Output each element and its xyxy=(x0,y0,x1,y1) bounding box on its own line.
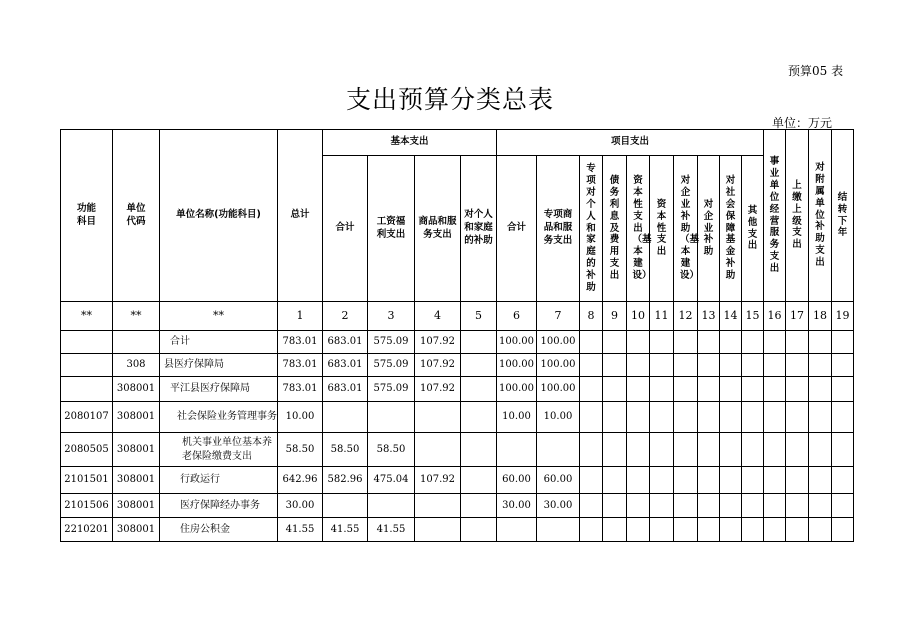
cell-empty xyxy=(832,467,854,494)
cell-empty xyxy=(674,433,698,467)
header-unit-code: 单位代码 xyxy=(113,130,160,302)
cell-empty xyxy=(698,402,720,433)
index-cell: 8 xyxy=(580,302,603,331)
index-cell: 15 xyxy=(742,302,764,331)
cell-empty xyxy=(698,467,720,494)
header-total: 总计 xyxy=(278,130,323,302)
cell-total: 783.01 xyxy=(278,354,323,377)
cell-unit-code: 308 xyxy=(113,354,160,377)
cell-empty xyxy=(650,354,674,377)
cell-empty xyxy=(650,518,674,542)
header-special-goods: 专项商品和服务支出 xyxy=(537,156,580,302)
cell-empty xyxy=(698,518,720,542)
cell-empty xyxy=(650,402,674,433)
index-cell: 7 xyxy=(537,302,580,331)
page-title: 支出预算分类总表 xyxy=(345,85,554,114)
cell-empty xyxy=(786,354,809,377)
header-business: 事业单位经营服务支出 xyxy=(764,130,786,302)
cell-empty xyxy=(580,494,603,518)
index-cell: ** xyxy=(160,302,278,331)
cell-func-code: 2101501 xyxy=(61,467,113,494)
header-basic-sum: 合计 xyxy=(323,156,368,302)
cell-personal xyxy=(461,518,497,542)
cell-empty xyxy=(720,467,742,494)
cell-empty xyxy=(764,377,786,402)
index-cell: 11 xyxy=(650,302,674,331)
cell-empty xyxy=(786,402,809,433)
cell-empty xyxy=(603,518,627,542)
cell-basic-sum: 58.50 xyxy=(323,433,368,467)
header-debt: 债务利息及费用支出 xyxy=(603,156,627,302)
cell-empty xyxy=(674,377,698,402)
table-row xyxy=(61,494,854,518)
cell-project-sum: 100.00 xyxy=(497,377,537,402)
header-func-subject: 功能科目 xyxy=(61,130,113,302)
cell-personal xyxy=(461,377,497,402)
cell-empty xyxy=(832,433,854,467)
cell-empty xyxy=(720,402,742,433)
form-number: 预算05 表 xyxy=(788,64,844,78)
header-unit-name: 单位名称(功能科目) xyxy=(160,130,278,302)
index-cell: 14 xyxy=(720,302,742,331)
cell-func-code: 2101506 xyxy=(61,494,113,518)
cell-unit-code: 308001 xyxy=(113,377,160,402)
cell-basic-sum: 683.01 xyxy=(323,331,368,354)
cell-empty xyxy=(580,518,603,542)
cell-empty xyxy=(832,518,854,542)
cell-special-goods xyxy=(537,433,580,467)
cell-empty xyxy=(674,402,698,433)
cell-empty xyxy=(603,467,627,494)
cell-salary: 475.04 xyxy=(368,467,415,494)
cell-empty xyxy=(698,354,720,377)
cell-goods: 107.92 xyxy=(415,331,461,354)
cell-empty xyxy=(720,354,742,377)
cell-total: 58.50 xyxy=(278,433,323,467)
cell-total: 30.00 xyxy=(278,494,323,518)
cell-goods: 107.92 xyxy=(415,354,461,377)
index-cell: 16 xyxy=(764,302,786,331)
cell-empty xyxy=(603,494,627,518)
cell-empty xyxy=(720,433,742,467)
header-enterprise: 对企业补助 xyxy=(698,156,720,302)
cell-func-code xyxy=(61,377,113,402)
cell-empty xyxy=(786,331,809,354)
cell-empty xyxy=(627,331,650,354)
index-cell: 10 xyxy=(627,302,650,331)
header-special-personal: 专项对个人和家庭的补助 xyxy=(580,156,603,302)
cell-empty xyxy=(742,377,764,402)
cell-empty xyxy=(742,402,764,433)
cell-empty xyxy=(627,494,650,518)
cell-total: 10.00 xyxy=(278,402,323,433)
index-cell: 3 xyxy=(368,302,415,331)
cell-empty xyxy=(764,331,786,354)
cell-empty xyxy=(764,467,786,494)
cell-empty xyxy=(698,331,720,354)
table-row xyxy=(61,402,854,433)
header-capital: 资本性支出 xyxy=(650,156,674,302)
table-row xyxy=(61,433,854,467)
cell-empty xyxy=(809,354,832,377)
cell-goods xyxy=(415,402,461,433)
cell-total: 783.01 xyxy=(278,331,323,354)
cell-empty xyxy=(742,494,764,518)
cell-empty xyxy=(603,377,627,402)
cell-project-sum: 30.00 xyxy=(497,494,537,518)
cell-unit-code: 308001 xyxy=(113,402,160,433)
cell-unit-code: 308001 xyxy=(113,467,160,494)
cell-empty xyxy=(832,377,854,402)
cell-empty xyxy=(764,494,786,518)
cell-empty xyxy=(627,518,650,542)
cell-empty xyxy=(809,518,832,542)
cell-project-sum xyxy=(497,518,537,542)
cell-empty xyxy=(603,331,627,354)
budget-table xyxy=(60,129,854,542)
cell-empty xyxy=(742,433,764,467)
cell-empty xyxy=(650,467,674,494)
header-project: 项目支出 xyxy=(497,130,764,156)
cell-unit-code: 308001 xyxy=(113,494,160,518)
cell-empty xyxy=(627,402,650,433)
cell-special-goods: 30.00 xyxy=(537,494,580,518)
cell-unit-name: 社会保险业务管理事务 xyxy=(160,402,278,433)
cell-empty xyxy=(786,377,809,402)
index-cell: ** xyxy=(113,302,160,331)
cell-salary xyxy=(368,402,415,433)
header-carry: 结转下年 xyxy=(832,130,854,302)
cell-unit-code xyxy=(113,331,160,354)
cell-empty xyxy=(698,433,720,467)
cell-unit-code: 308001 xyxy=(113,518,160,542)
cell-empty xyxy=(832,494,854,518)
index-cell: 2 xyxy=(323,302,368,331)
cell-empty xyxy=(764,518,786,542)
cell-unit-name: 住房公积金 xyxy=(160,518,278,542)
header-goods: 商品和服务支出 xyxy=(415,156,461,302)
table-row xyxy=(61,331,854,354)
cell-empty xyxy=(674,494,698,518)
cell-basic-sum: 683.01 xyxy=(323,354,368,377)
header-enterprise-construction: 对企业补助（基本建设） xyxy=(674,156,698,302)
cell-empty xyxy=(809,402,832,433)
cell-empty xyxy=(627,467,650,494)
cell-special-goods: 100.00 xyxy=(537,331,580,354)
header-project-sum: 合计 xyxy=(497,156,537,302)
cell-empty xyxy=(580,433,603,467)
cell-unit-name: 行政运行 xyxy=(160,467,278,494)
index-cell: 19 xyxy=(832,302,854,331)
cell-goods xyxy=(415,518,461,542)
header-social-fund: 对社会保障基金补助 xyxy=(720,156,742,302)
header-affiliated: 对附属单位补助支出 xyxy=(809,130,832,302)
cell-empty xyxy=(764,433,786,467)
cell-special-goods xyxy=(537,518,580,542)
cell-unit-name: 医疗保障经办事务 xyxy=(160,494,278,518)
cell-empty xyxy=(580,402,603,433)
cell-empty xyxy=(786,467,809,494)
cell-goods: 107.92 xyxy=(415,377,461,402)
index-cell: 1 xyxy=(278,302,323,331)
cell-empty xyxy=(720,494,742,518)
cell-special-goods: 100.00 xyxy=(537,377,580,402)
cell-unit-name: 平江县医疗保障局 xyxy=(160,377,278,402)
index-cell: 9 xyxy=(603,302,627,331)
cell-empty xyxy=(603,354,627,377)
cell-empty xyxy=(674,354,698,377)
cell-func-code: 2080505 xyxy=(61,433,113,467)
cell-special-goods: 100.00 xyxy=(537,354,580,377)
cell-project-sum: 100.00 xyxy=(497,354,537,377)
index-cell: 4 xyxy=(415,302,461,331)
cell-project-sum: 10.00 xyxy=(497,402,537,433)
cell-salary: 575.09 xyxy=(368,331,415,354)
cell-empty xyxy=(603,402,627,433)
index-cell: 17 xyxy=(786,302,809,331)
cell-empty xyxy=(627,433,650,467)
cell-salary: 575.09 xyxy=(368,354,415,377)
cell-empty xyxy=(674,331,698,354)
cell-empty xyxy=(809,433,832,467)
header-basic: 基本支出 xyxy=(323,130,497,156)
index-row xyxy=(61,302,854,331)
cell-personal xyxy=(461,433,497,467)
cell-salary xyxy=(368,494,415,518)
cell-empty xyxy=(650,494,674,518)
cell-project-sum: 60.00 xyxy=(497,467,537,494)
cell-func-code xyxy=(61,331,113,354)
cell-basic-sum: 683.01 xyxy=(323,377,368,402)
cell-total: 642.96 xyxy=(278,467,323,494)
cell-personal xyxy=(461,402,497,433)
cell-basic-sum xyxy=(323,494,368,518)
header-salary: 工资福利支出 xyxy=(368,156,415,302)
table-row xyxy=(61,467,854,494)
cell-special-goods: 60.00 xyxy=(537,467,580,494)
cell-empty xyxy=(627,377,650,402)
cell-project-sum xyxy=(497,433,537,467)
cell-empty xyxy=(720,377,742,402)
cell-empty xyxy=(832,354,854,377)
header-personal: 对个人和家庭的补助 xyxy=(461,156,497,302)
cell-empty xyxy=(674,518,698,542)
cell-empty xyxy=(764,354,786,377)
index-cell: 13 xyxy=(698,302,720,331)
cell-empty xyxy=(720,518,742,542)
cell-empty xyxy=(742,467,764,494)
index-cell: 18 xyxy=(809,302,832,331)
cell-basic-sum: 41.55 xyxy=(323,518,368,542)
cell-empty xyxy=(786,518,809,542)
index-cell: ** xyxy=(61,302,113,331)
cell-empty xyxy=(742,331,764,354)
cell-empty xyxy=(786,433,809,467)
cell-empty xyxy=(742,518,764,542)
index-cell: 6 xyxy=(497,302,537,331)
cell-personal xyxy=(461,354,497,377)
cell-empty xyxy=(832,331,854,354)
cell-empty xyxy=(809,377,832,402)
cell-empty xyxy=(809,331,832,354)
cell-personal xyxy=(461,494,497,518)
table-row xyxy=(61,518,854,542)
cell-project-sum: 100.00 xyxy=(497,331,537,354)
cell-special-goods: 10.00 xyxy=(537,402,580,433)
cell-empty xyxy=(832,402,854,433)
cell-total: 41.55 xyxy=(278,518,323,542)
cell-empty xyxy=(698,377,720,402)
cell-empty xyxy=(742,354,764,377)
cell-empty xyxy=(580,331,603,354)
cell-empty xyxy=(650,331,674,354)
cell-unit-name: 合计 xyxy=(160,331,278,354)
cell-goods xyxy=(415,494,461,518)
cell-goods xyxy=(415,433,461,467)
cell-func-code: 2080107 xyxy=(61,402,113,433)
table-row xyxy=(61,377,854,402)
header-upper: 上缴上级支出 xyxy=(786,130,809,302)
cell-basic-sum xyxy=(323,402,368,433)
cell-empty xyxy=(698,494,720,518)
cell-empty xyxy=(720,331,742,354)
cell-salary: 575.09 xyxy=(368,377,415,402)
cell-goods: 107.92 xyxy=(415,467,461,494)
cell-empty xyxy=(786,494,809,518)
cell-empty xyxy=(650,433,674,467)
table-row xyxy=(61,354,854,377)
cell-func-code xyxy=(61,354,113,377)
cell-empty xyxy=(580,377,603,402)
cell-unit-name: 机关事业单位基本养老保险缴费支出 xyxy=(160,433,278,467)
cell-unit-code: 308001 xyxy=(113,433,160,467)
index-cell: 12 xyxy=(674,302,698,331)
unit-label: 单位：万元 xyxy=(772,116,833,130)
header-capital-construction: 资本性支出（基本建设） xyxy=(627,156,650,302)
cell-empty xyxy=(627,354,650,377)
cell-func-code: 2210201 xyxy=(61,518,113,542)
cell-empty xyxy=(650,377,674,402)
index-cell: 5 xyxy=(461,302,497,331)
cell-personal xyxy=(461,467,497,494)
cell-personal xyxy=(461,331,497,354)
header-other: 其他支出 xyxy=(742,156,764,302)
cell-empty xyxy=(580,467,603,494)
cell-empty xyxy=(674,467,698,494)
cell-unit-name: 县医疗保障局 xyxy=(160,354,278,377)
cell-total: 783.01 xyxy=(278,377,323,402)
cell-salary: 41.55 xyxy=(368,518,415,542)
cell-empty xyxy=(809,467,832,494)
cell-salary: 58.50 xyxy=(368,433,415,467)
cell-empty xyxy=(809,494,832,518)
cell-empty xyxy=(580,354,603,377)
cell-basic-sum: 582.96 xyxy=(323,467,368,494)
cell-empty xyxy=(764,402,786,433)
cell-empty xyxy=(603,433,627,467)
